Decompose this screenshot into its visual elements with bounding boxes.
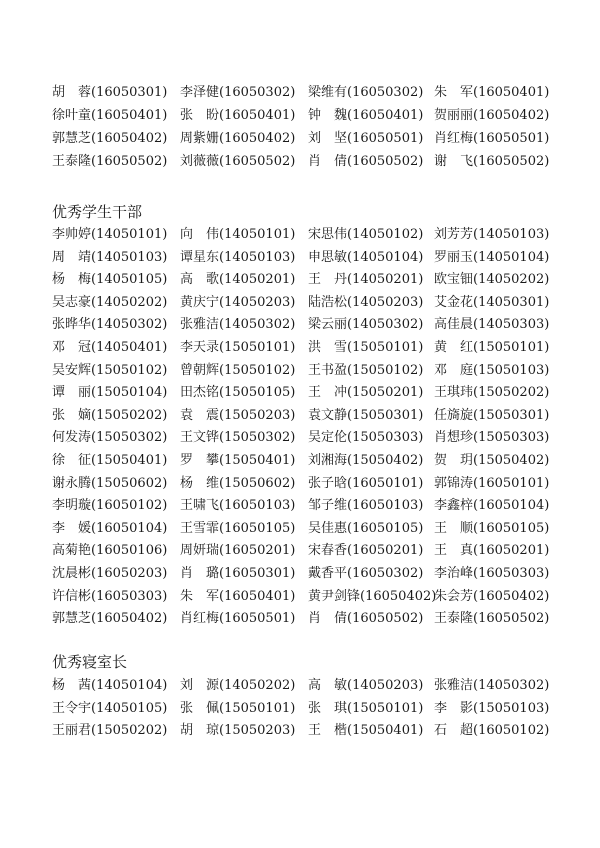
cadres-list-row [52,405,552,427]
student-entry: 许信彬(16050303) [52,588,168,604]
student-entry: 刘薇薇(16050502) [180,154,296,169]
student-entry: 张 琪(15050101) [308,700,424,716]
student-entry: 杨 维(15050602) [180,475,296,491]
student-entry: 李帅婷(14050101) [52,227,168,242]
cadres-list-row [52,292,552,314]
student-entry: 黄尹剑锋(16050402) [308,588,437,604]
student-entry: 戴香平(16050302) [308,566,424,581]
student-entry: 李明璇(16050102) [52,498,168,514]
cadres-list-row [52,224,552,246]
student-entry: 沈晨彬(16050203) [52,566,168,581]
student-entry: 王丽君(15050202) [52,723,168,739]
student-entry: 刘 源(14050202) [180,678,296,693]
student-entry: 吴定伦(15050303) [308,430,424,446]
student-entry: 杨 梅(14050105) [52,272,168,288]
cadres-list-row [52,427,552,449]
student-entry: 朱 军(16050401) [180,588,296,604]
student-entry: 王令宇(14050105) [52,700,168,716]
student-entry: 田杰铭(15050105) [180,385,296,401]
student-entry: 邹子维(16050103) [308,498,424,514]
cadres-list-row [52,540,552,562]
student-entry: 张 嫡(15050202) [52,407,168,423]
student-entry: 谭 丽(15050104) [52,385,168,401]
section-title-outstanding-dorm-leaders: 优秀寝室长 [52,653,128,671]
student-entry: 朱会芳(16050402) [434,588,550,604]
student-entry: 王 楷(15050401) [308,723,424,739]
student-entry: 王 丹(14050201) [308,272,424,288]
student-entry: 罗丽玉(14050104) [434,249,550,265]
student-entry: 郭慧芝(16050402) [52,611,168,627]
student-entry: 黄庆宁(14050203) [180,294,296,310]
cadres-list-row [52,473,552,495]
student-entry: 贺 玥(15050402) [434,453,550,468]
student-entry: 申思敏(14050104) [308,249,424,265]
student-entry: 王 真(16050201) [434,543,550,559]
cadres-list-row [52,314,552,336]
student-entry: 朱 军(16050401) [434,85,550,100]
student-entry: 张 佩(15050101) [180,700,296,716]
student-entry: 梁维有(16050302) [308,85,424,100]
student-entry: 徐叶童(16050401) [52,108,168,123]
student-entry: 任旖旋(15050301) [434,407,550,423]
student-entry: 周 靖(14050103) [52,249,168,265]
student-entry: 高 歌(14050201) [180,272,296,288]
student-entry: 向 伟(14050101) [180,227,296,242]
student-entry: 邓 冠(14050401) [52,340,168,355]
top-list-row [52,151,552,173]
cadres-list-row [52,563,552,585]
student-entry: 王泰隆(16050502) [434,611,550,627]
dorm-list-row [52,675,552,697]
top-list-row [52,105,552,127]
cadres-list-row [52,450,552,472]
student-entry: 宋思伟(14050102) [308,227,424,242]
student-entry: 王琪玮(15050202) [434,385,550,401]
student-entry: 高 敏(14050203) [308,678,424,693]
student-entry: 王 顺(16050105) [434,520,550,536]
student-entry: 周紫姗(16050402) [180,131,296,146]
cadres-list-row [52,382,552,404]
student-entry: 肖红梅(16050501) [180,611,296,627]
student-entry: 郭慧芝(16050402) [52,131,168,146]
student-entry: 肖 璐(16050301) [180,566,296,581]
student-entry: 洪 雪(15050101) [308,340,424,355]
student-entry: 曾朝辉(15050102) [180,362,296,378]
student-entry: 张晔华(14050302) [52,317,168,333]
student-entry: 刘湘海(15050402) [308,453,424,468]
student-entry: 肖红梅(16050501) [434,131,550,146]
student-entry: 肖想珍(15050303) [434,430,550,446]
student-entry: 王书盈(15050102) [308,362,424,378]
student-entry: 刘 坚(16050501) [308,131,424,146]
student-entry: 胡 蓉(16050301) [52,85,168,100]
student-entry: 黄 红(15050101) [434,340,550,355]
student-entry: 张 盼(16050401) [180,108,296,123]
student-entry: 李鑫梓(16050104) [434,498,550,514]
cadres-list-row [52,269,552,291]
student-entry: 陆浩松(14050203) [308,294,424,310]
student-entry: 李泽健(16050302) [180,85,296,100]
student-entry: 肖 倩(16050502) [308,611,424,627]
student-entry: 李治峰(16050303) [434,566,550,581]
student-entry: 何发涛(15050302) [52,430,168,446]
student-entry: 谢永腾(15050602) [52,475,168,491]
student-entry: 艾金花(14050301) [434,294,550,310]
dorm-list-row [52,698,552,720]
cadres-list-row [52,495,552,517]
top-list-row [52,128,552,150]
student-entry: 王泰隆(16050502) [52,154,168,169]
top-list-row [52,82,552,104]
student-entry: 李 媛(16050104) [52,520,168,536]
cadres-list-row [52,337,552,359]
cadres-list-row [52,247,552,269]
student-entry: 郭锦涛(16050101) [434,475,550,491]
student-entry: 王啸飞(16050103) [180,498,296,514]
student-entry: 杨 茜(14050104) [52,678,168,693]
student-entry: 梁云丽(14050302) [308,317,424,333]
student-entry: 吴佳惠(16050105) [308,520,424,536]
student-entry: 张子晗(16050101) [308,475,424,491]
student-entry: 袁文静(15050301) [308,407,424,423]
cadres-list-row [52,586,552,608]
student-entry: 邓 庭(15050103) [434,362,550,378]
student-entry: 王雪霏(16050105) [180,520,296,536]
cadres-list-row [52,360,552,382]
student-entry: 王文铧(15050302) [180,430,296,446]
section-title-outstanding-cadres: 优秀学生干部 [52,203,143,221]
student-entry: 高菊艳(16050106) [52,543,168,559]
student-entry: 石 超(16050102) [434,723,550,739]
student-entry: 高佳晨(14050303) [434,317,550,333]
student-entry: 吴安辉(15050102) [52,362,168,378]
student-entry: 王 冲(15050201) [308,385,424,401]
student-entry: 谭星东(14050103) [180,249,296,265]
student-entry: 钟 魏(16050401) [308,108,424,123]
student-entry: 张雅洁(14050302) [180,317,296,333]
student-entry: 李 影(15050103) [434,700,550,716]
student-entry: 吴志豪(14050202) [52,294,168,310]
student-entry: 胡 琼(15050203) [180,723,296,739]
student-entry: 贺丽丽(16050402) [434,108,550,123]
student-entry: 李天录(15050101) [180,340,296,355]
dorm-list-row [52,720,552,742]
student-entry: 徐 征(15050401) [52,453,168,468]
student-entry: 袁 震(15050203) [180,407,296,423]
student-entry: 刘芳芳(14050103) [434,227,550,242]
student-entry: 宋春香(16050201) [308,543,424,559]
student-entry: 张雅洁(14050302) [434,678,550,693]
student-entry: 欧宝钿(14050202) [434,272,550,288]
student-entry: 肖 倩(16050502) [308,154,424,169]
cadres-list-row [52,608,552,630]
student-entry: 谢 飞(16050502) [434,154,550,169]
student-entry: 周妍瑞(16050201) [180,543,296,559]
cadres-list-row [52,518,552,540]
student-entry: 罗 攀(15050401) [180,453,296,468]
